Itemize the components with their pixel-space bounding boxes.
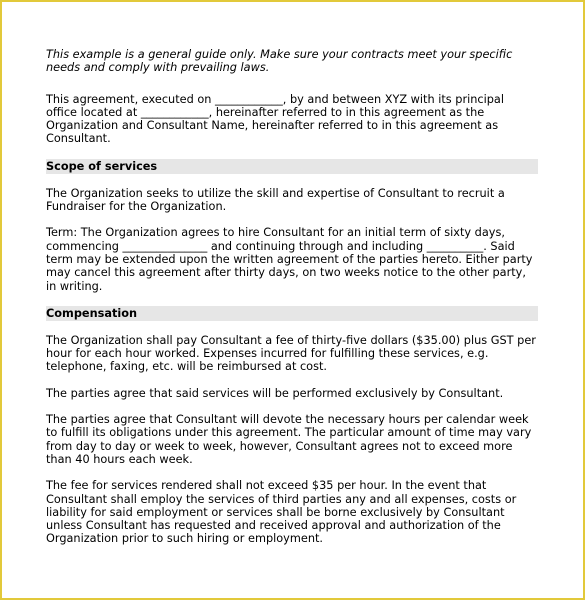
intro-note: This example is a general guide only. Make sure your contracts meet your specific needs and comply with prevailing laws. [46, 48, 513, 75]
agreement-paragraph: This agreement, executed on ____________, by and between XYZ with its principal office located at ____________, hereinafter referred to in this agreement as the Organization and Consultant Name, hereinafter referred to in this agreement as Consultant. [46, 92, 504, 146]
scope-heading: Scope of services [46, 159, 538, 174]
scope-paragraph: The Organization seeks to utilize the skill and expertise of Consultant to recruit a Fundraiser for the Organization. [46, 186, 505, 214]
cap-paragraph: The fee for services rendered shall not exceed $35 per hour. In the event that Consultant shall employ the services of third parties any and all expenses, costs or liability for said employment or services shall be borne exclusively by Consultant unless Consultant has requested and received approval and authorization of the Organization prior to such hiring or employment. [46, 479, 517, 546]
term-paragraph: Term: The Organization agrees to hire Consultant for an initial term of sixty days, commencing _______________ and continuing through and including __________. Said term may be extended upon the written agreement of the parties hereto. Either party may cancel this agreement after thirty days, on two weeks notice to the other party, in writing. [46, 226, 533, 293]
exclusive-paragraph: The parties agree that said services will be performed exclusively by Consultant. [46, 386, 504, 400]
hours-paragraph: The parties agree that Consultant will devote the necessary hours per calendar week to fulfill its obligations under this agreement. The particular amount of time may vary from day to day or week to week, however, Consultant agrees not to exceed more than 40 hours each week. [46, 413, 532, 466]
fee-paragraph: The Organization shall pay Consultant a fee of thirty-five dollars ($35.00) plus GST per hour for each hour worked. Expenses incurred for fulfilling these services, e.g. telephone, faxing, etc. will be reimbursed at cost. [46, 333, 536, 374]
compensation-heading: Compensation [46, 306, 538, 321]
document-page [46, 48, 538, 559]
